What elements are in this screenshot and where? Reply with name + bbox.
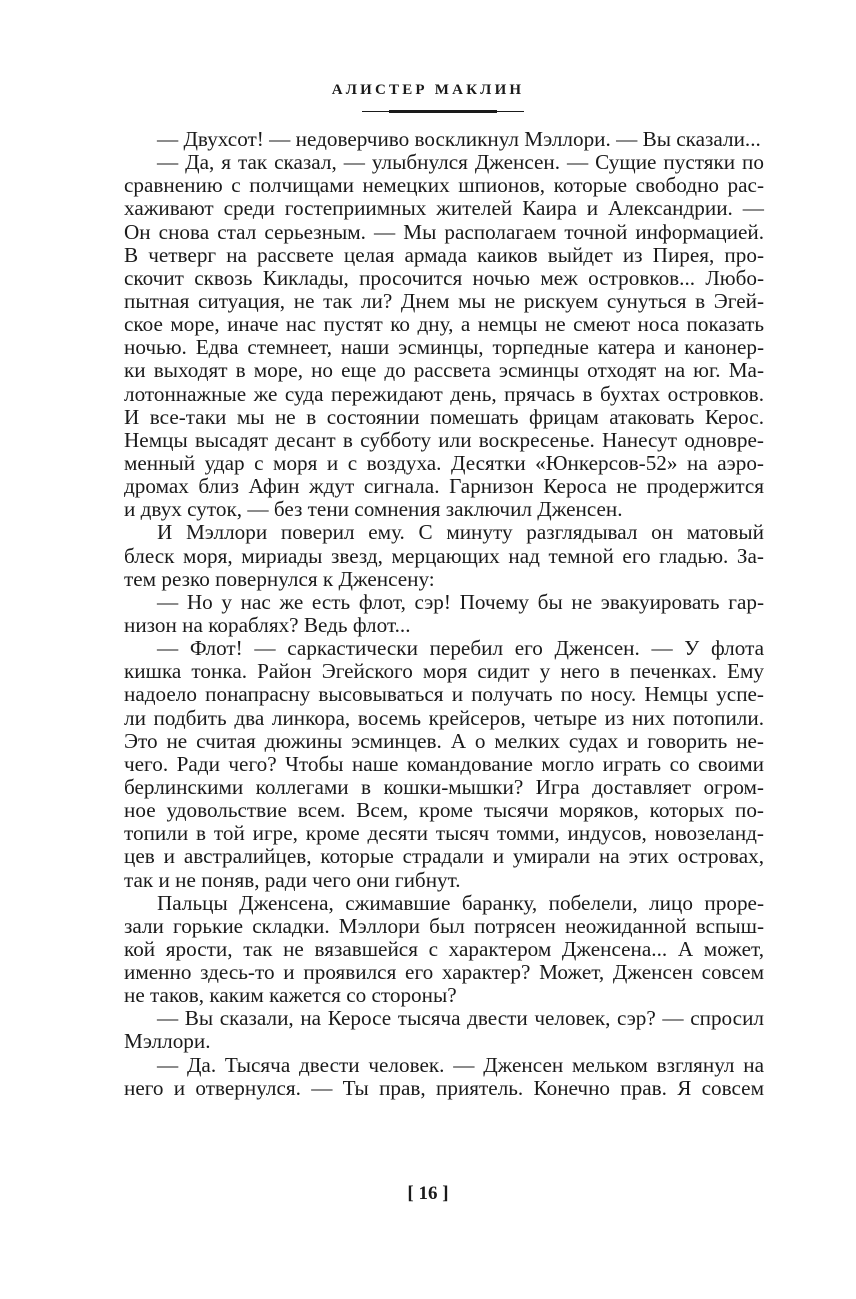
text-line: менный удар с моря и с воздуха. Десятки «Юнкерсов-52» на аэро- [124, 450, 764, 475]
text-line: лотоннажные же суда пережидают день, прячась в бухтах островков. [124, 381, 764, 406]
text-line: ли подбить два линкора, восемь крейсеров, четыре из них потопили. [124, 705, 764, 730]
text-line: тем резко повернулся к Дженсену: [124, 566, 435, 591]
text-line: низон на кораблях? Ведь флот... [124, 612, 411, 637]
text-line: пытная ситуация, не так ли? Днем мы не рискуем сунуться в Эгей- [124, 288, 764, 313]
text-line: хаживают среди гостеприимных жителей Каира и Александрии. — [124, 196, 764, 221]
text-line: Мэллори. [124, 1029, 211, 1054]
body-text [124, 128, 764, 1100]
text-line: именно здесь-то и проявился его характер? Может, Дженсен совсем [124, 960, 764, 985]
text-line: И все-таки мы не в состоянии помешать фрицам атаковать Керос. [124, 404, 764, 429]
text-line: не таков, каким кажется со стороны? [124, 983, 457, 1008]
text-line: — Да, я так сказал, — улыбнулся Дженсен. — Сущие пустяки по [157, 150, 764, 175]
text-line: И Мэллори поверил ему. С минуту разглядывал он матовый [157, 520, 764, 545]
text-line: — Вы сказали, на Керосе тысяча двести человек, сэр? — спросил [157, 1006, 764, 1031]
text-line: Пальцы Дженсена, сжимавшие баранку, побелели, лицо проре- [157, 890, 764, 915]
text-line: ское море, иначе нас пустят ко дну, а немцы не смеют носа показать [124, 312, 764, 337]
text-line: кой ярости, так не вязавшейся с характером Дженсена... А может, [124, 936, 764, 961]
text-line: — Двухсот! — недоверчиво воскликнул Мэллори. — Вы сказали... [157, 127, 761, 151]
text-line: него и отвернулся. — Ты прав, приятель. Конечно прав. Я совсем [124, 1075, 764, 1100]
text-line: дромах близ Афин ждут сигнала. Гарнизон Кероса не продержится [124, 474, 764, 499]
text-line: — Но у нас же есть флот, сэр! Почему бы не эвакуировать гар- [157, 589, 764, 614]
text-line: зали горькие складки. Мэллори был потрясен неожиданной вспыш- [124, 913, 764, 938]
page-number: [ 16 ] [407, 1183, 449, 1204]
text-line: сравнению с полчищами немецких шпионов, которые свободно рас- [124, 173, 764, 198]
text-line: ночью. Едва стемнеет, наши эсминцы, торпедные катера и канонер- [124, 335, 764, 360]
text-line: Это не считая дюжины эсминцев. А о мелких судах и говорить не- [124, 728, 764, 753]
text-line: Он снова стал серьезным. — Мы располагаем точной информацией. [124, 219, 764, 244]
text-line: чего. Ради чего? Чтобы наше командование могло играть со своими [124, 751, 764, 776]
text-line: блеск моря, мириады звезд, мерцающих над темной его гладью. За- [124, 543, 764, 568]
text-line: — Да. Тысяча двести человек. — Дженсен мельком взглянул на [157, 1052, 764, 1077]
header-rule-accent [389, 110, 497, 113]
text-line: топили в той игре, кроме десяти тысяч томми, индусов, новозеланд- [124, 821, 764, 846]
text-line: ки выходят в море, но еще до рассвета эсминцы отходят на юг. Ма- [124, 358, 764, 383]
text-line: так и не поняв, ради чего они гибнут. [124, 867, 461, 892]
text-line: берлинскими коллегами в кошки-мышки? Игра доставляет огром- [124, 774, 764, 799]
text-line: кишка тонка. Район Эгейского моря сидит у него в печенках. Ему [124, 659, 764, 684]
text-line: и двух суток, — без тени сомнения заключил Дженсен. [124, 497, 623, 522]
text-line: ное удовольствие всем. Всем, кроме тысячи моряков, которых по- [124, 798, 764, 823]
text-line: — Флот! — саркастически перебил его Дженсен. — У флота [157, 636, 764, 661]
text-line: скочит сквозь Киклады, просочится ночью меж островков... Любо- [124, 265, 764, 290]
text-line: В четверг на рассвете целая армада каиков выйдет из Пирея, про- [124, 242, 764, 267]
text-line: цев и австралийцев, которые страдали и умирали на этих островах, [124, 844, 764, 869]
text-line: надоело понапрасну высовываться и получать по носу. Немцы успе- [124, 682, 764, 707]
text-line: Немцы высадят десант в субботу или воскресенье. Нанесут одновре- [124, 427, 764, 452]
running-head-author: АЛИСТЕР МАКЛИН [331, 82, 525, 98]
